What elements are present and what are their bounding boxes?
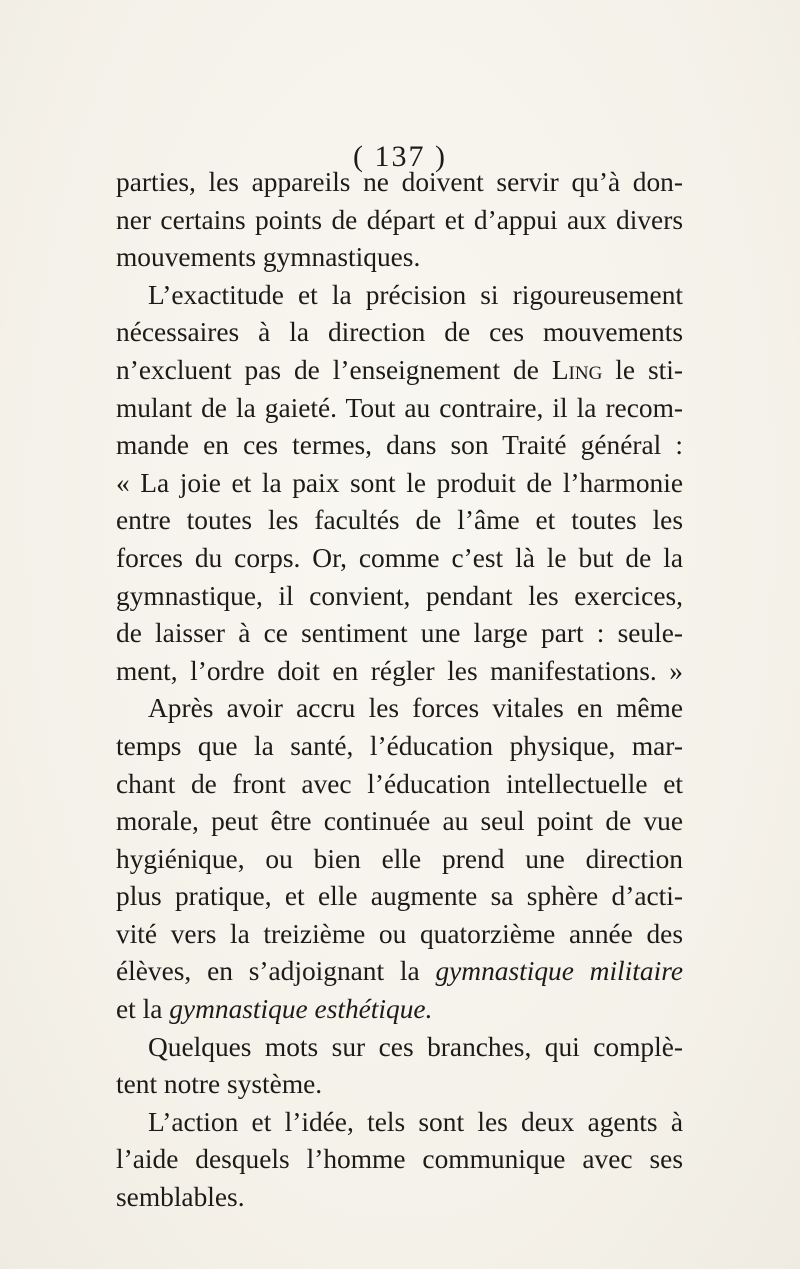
text-line: mulant de la gaieté. Tout au contraire, il la recom- — [116, 392, 683, 423]
text-line: « La joie et la paix sont le produit de l’harmonie — [116, 467, 683, 498]
text-line: nécessaires à la direction de ces mouvements — [116, 317, 683, 348]
text-line: forces du corps. Or, comme c’est là le but de la — [116, 542, 683, 573]
text-line: vité vers la treizième ou quatorzième année des — [116, 918, 683, 949]
text-line: chant de front avec l’éducation intellectuelle et — [116, 768, 683, 799]
italic-term: gymnastique militaire — [435, 956, 683, 987]
body-text — [116, 164, 683, 1217]
text-line: hygiénique, ou bien elle prend une direction — [116, 843, 683, 874]
text-line: entre toutes les facultés de l’âme et toutes les — [116, 505, 683, 536]
text-span: et la — [116, 994, 170, 1025]
text-line: morale, peut être continuée au seul point de vue — [116, 806, 683, 837]
text-line: parties, les appareils ne doivent servir qu’à don- — [116, 167, 683, 197]
text-line — [116, 352, 683, 390]
text-line: ner certains points de départ et d’appui aux divers — [116, 204, 683, 235]
text-line: Après avoir accru les forces vitales en même — [148, 693, 683, 724]
text-span: n’excluent pas de l’enseignement de — [116, 354, 552, 385]
text-line — [116, 991, 683, 1029]
text-line: plus pratique, et elle augmente sa sphère d’acti- — [116, 881, 683, 912]
text-line: Quelques mots sur ces branches, qui complè- — [148, 1031, 683, 1062]
text-line: gymnastique, il convient, pendant les exercices, — [116, 580, 683, 611]
text-line: ment, l’ordre doit en régler les manifestations. » — [116, 655, 683, 686]
italic-term: gymnastique esthétique. — [169, 994, 433, 1025]
text-span: élèves, en s’adjoignant la — [116, 956, 436, 987]
text-line: mouvements gymnastiques. — [116, 242, 421, 273]
text-line: l’aide desquels l’homme communique avec ses — [116, 1144, 683, 1175]
text-line: mande en ces termes, dans son Traité général : — [116, 430, 683, 461]
text-line: L’action et l’idée, tels sont les deux agents à — [148, 1106, 683, 1137]
text-line: L’exactitude et la précision si rigoureusement — [148, 279, 683, 310]
text-line: semblables. — [116, 1182, 245, 1213]
text-line — [116, 953, 683, 991]
text-line: temps que la santé, l’éducation physique, mar- — [116, 730, 683, 761]
page-number: ( 137 ) — [353, 140, 447, 173]
author-name: Ling — [551, 354, 603, 385]
text-line: tent notre système. — [116, 1069, 323, 1100]
text-line: de laisser à ce sentiment une large part : seule- — [116, 618, 683, 649]
text-span: le sti- — [602, 354, 683, 385]
